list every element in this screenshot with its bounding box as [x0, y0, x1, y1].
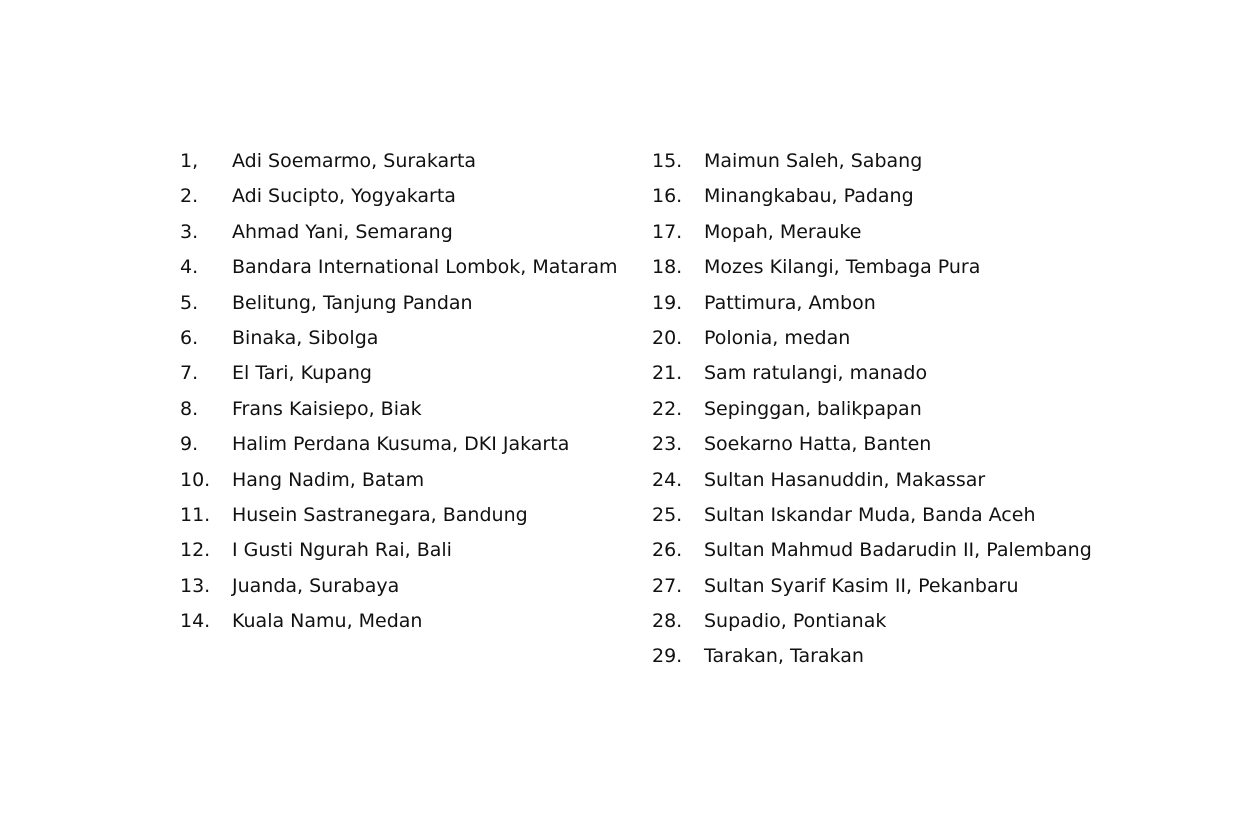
airport-name: El Tari, Kupang — [232, 362, 372, 385]
list-item — [180, 498, 617, 533]
item-number: 7. — [180, 362, 199, 385]
list-item — [180, 463, 617, 498]
airport-name: Halim Perdana Kusuma, DKI Jakarta — [232, 433, 570, 456]
airport-name: Sultan Hasanuddin, Makassar — [704, 468, 986, 491]
airport-name: Belitung, Tanjung Pandan — [232, 291, 473, 314]
item-number: 6. — [180, 326, 199, 349]
list-item — [180, 144, 617, 179]
list-item — [652, 533, 1092, 568]
airport-name: Kuala Namu, Medan — [232, 610, 423, 633]
list-item — [180, 392, 617, 427]
list-item — [652, 639, 1092, 674]
item-number: 19. — [652, 291, 683, 314]
list-item — [652, 498, 1092, 533]
item-number: 8. — [180, 397, 199, 420]
airport-name: I Gusti Ngurah Rai, Bali — [232, 539, 452, 562]
item-number: 17. — [652, 220, 683, 243]
list-item — [652, 144, 1092, 179]
airport-name: Adi Soemarmo, Surakarta — [232, 150, 477, 172]
airport-name: Minangkabau, Padang — [704, 185, 914, 208]
list-item — [652, 286, 1092, 321]
item-number: 3. — [180, 220, 199, 243]
item-number: 12. — [180, 539, 211, 562]
list-item — [652, 215, 1092, 250]
item-number: 27. — [652, 574, 683, 597]
item-number: 9. — [180, 433, 199, 456]
list-item — [652, 427, 1092, 462]
item-number: 23. — [652, 433, 683, 456]
airport-name: Frans Kaisiepo, Biak — [232, 397, 422, 420]
item-number: 4. — [180, 256, 199, 279]
item-number: 1, — [180, 150, 199, 172]
item-number: 25. — [652, 503, 683, 526]
airport-name: Tarakan, Tarakan — [704, 645, 864, 668]
airport-name: Supadio, Pontianak — [704, 610, 887, 633]
item-number: 29. — [652, 645, 683, 668]
airport-name: Sultan Syarif Kasim II, Pekanbaru — [704, 574, 1019, 597]
list-item — [652, 321, 1092, 356]
item-number: 20. — [652, 326, 683, 349]
list-item — [180, 179, 617, 214]
item-number: 15. — [652, 150, 683, 172]
list-item — [652, 569, 1092, 604]
list-item — [652, 463, 1092, 498]
item-number: 2. — [180, 185, 199, 208]
airport-name: Binaka, Sibolga — [232, 326, 379, 349]
list-item — [180, 215, 617, 250]
list-item — [180, 569, 617, 604]
item-number: 18. — [652, 256, 683, 279]
list-item — [652, 250, 1092, 285]
airport-name: Polonia, medan — [704, 326, 851, 349]
list-item — [652, 392, 1092, 427]
airport-name: Pattimura, Ambon — [704, 291, 876, 314]
list-item — [180, 427, 617, 462]
list-item — [180, 321, 617, 356]
list-item — [180, 604, 617, 639]
item-number: 22. — [652, 397, 683, 420]
airport-name: Ahmad Yani, Semarang — [232, 220, 453, 243]
list-item — [180, 286, 617, 321]
airport-name: Bandara International Lombok, Mataram — [232, 256, 618, 279]
item-number: 16. — [652, 185, 683, 208]
airport-name: Hang Nadim, Batam — [232, 468, 425, 491]
airport-list-left-column — [180, 144, 617, 639]
item-number: 5. — [180, 291, 199, 314]
list-item — [180, 250, 617, 285]
item-number: 21. — [652, 362, 683, 385]
item-number: 28. — [652, 610, 683, 633]
airport-name: Adi Sucipto, Yogyakarta — [232, 185, 456, 208]
airport-name: Sam ratulangi, manado — [704, 362, 928, 385]
item-number: 14. — [180, 610, 211, 633]
list-item — [180, 533, 617, 568]
list-item — [652, 179, 1092, 214]
list-item — [652, 356, 1092, 391]
airport-list-right-column — [652, 144, 1092, 675]
airport-name: Sultan Iskandar Muda, Banda Aceh — [704, 503, 1036, 526]
item-number: 10. — [180, 468, 211, 491]
airport-name: Juanda, Surabaya — [232, 574, 400, 597]
item-number: 11. — [180, 503, 211, 526]
airport-name: Mozes Kilangi, Tembaga Pura — [704, 256, 981, 279]
airport-name: Mopah, Merauke — [704, 220, 862, 243]
airport-name: Sepinggan, balikpapan — [704, 397, 922, 420]
item-number: 13. — [180, 574, 211, 597]
item-number: 26. — [652, 539, 683, 562]
item-number: 24. — [652, 468, 683, 491]
airport-name: Sultan Mahmud Badarudin II, Palembang — [704, 539, 1092, 562]
list-item — [652, 604, 1092, 639]
airport-name: Husein Sastranegara, Bandung — [232, 503, 528, 526]
airport-name: Maimun Saleh, Sabang — [704, 150, 923, 172]
list-item — [180, 356, 617, 391]
airport-name: Soekarno Hatta, Banten — [704, 433, 932, 456]
